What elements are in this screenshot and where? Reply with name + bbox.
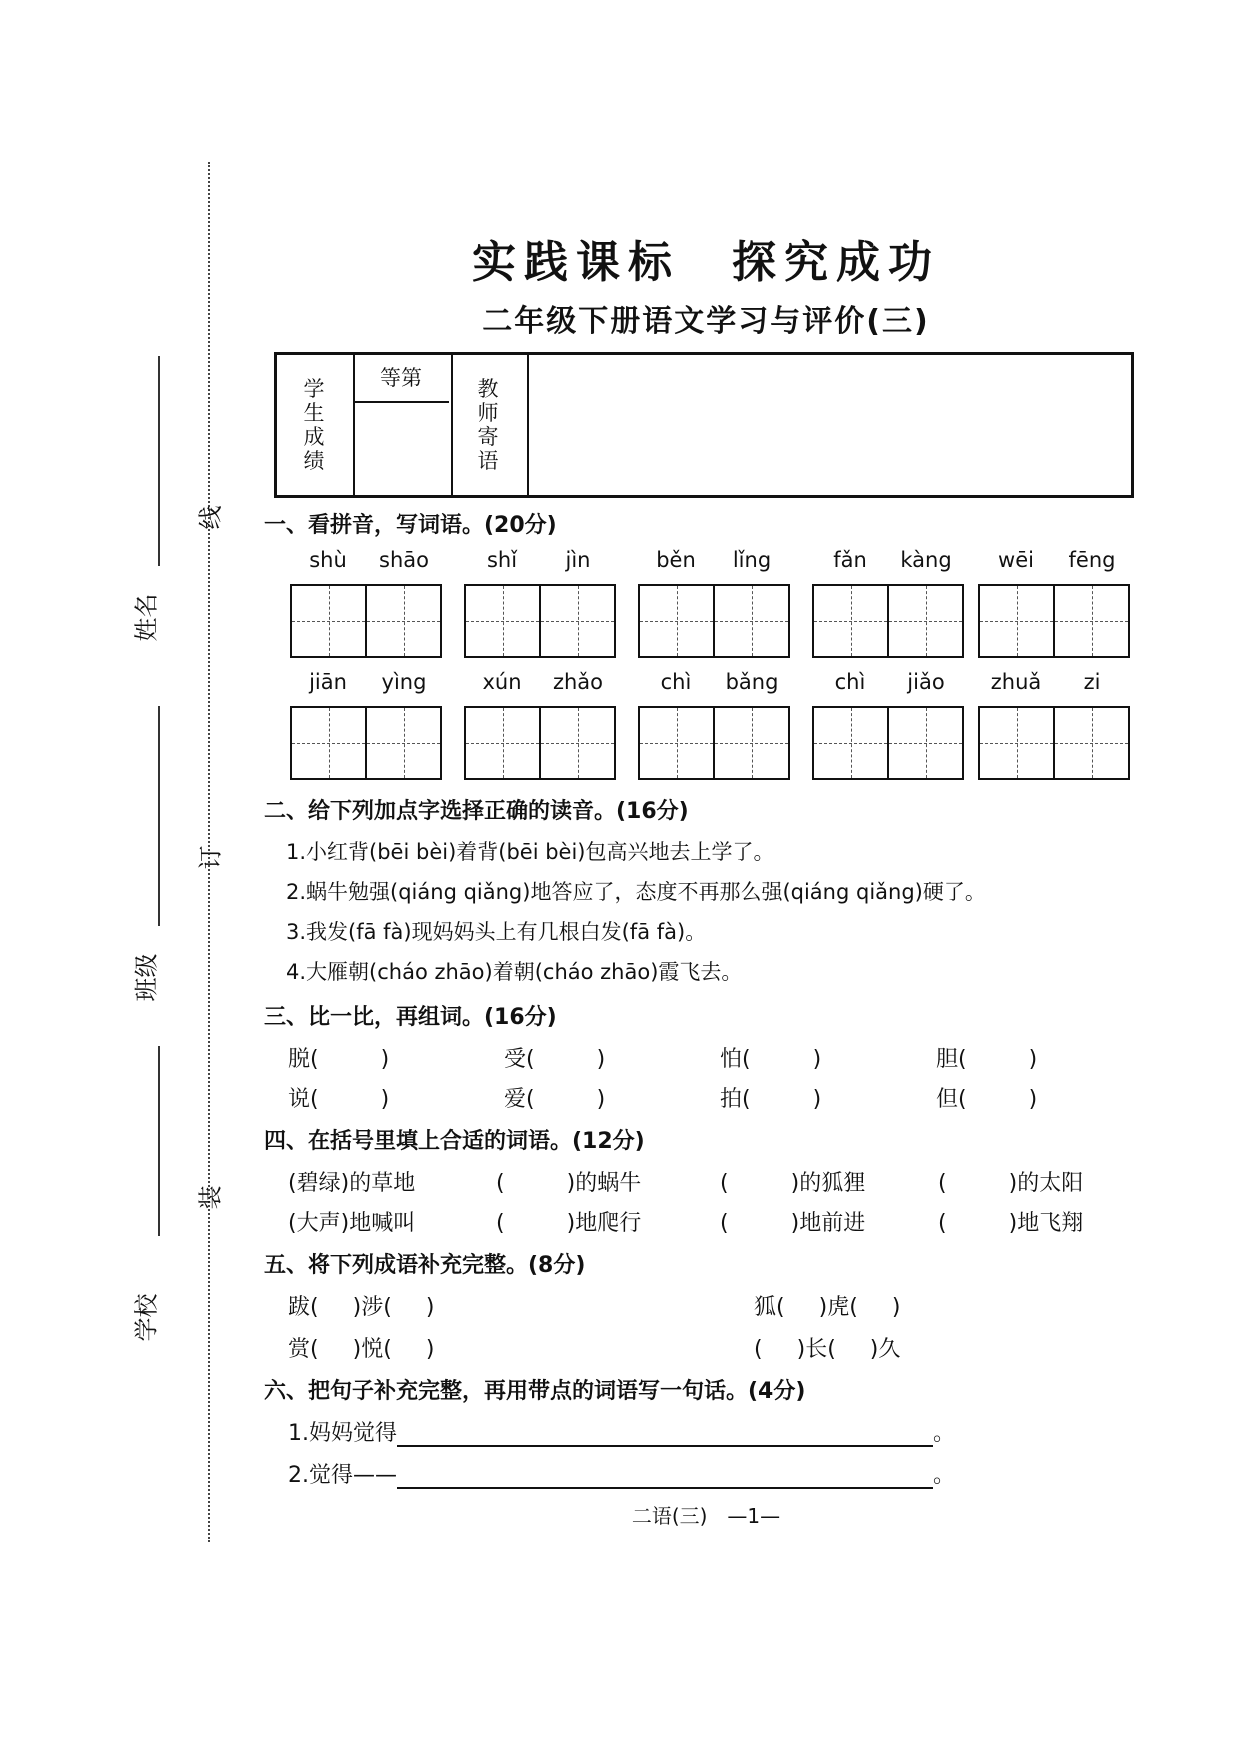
compare-char: 但 xyxy=(936,1087,959,1112)
idiom-item[interactable]: 赏( )悦( ) xyxy=(288,1337,435,1362)
cut-mark-pack: 装 xyxy=(196,1185,225,1210)
section-3-title: 三、比一比，再组词。(16分) xyxy=(264,1005,557,1030)
fill-word-tail: 地爬行 xyxy=(575,1211,642,1236)
student-score-cell xyxy=(277,355,355,495)
class-label: 班级 xyxy=(132,953,161,1002)
pinyin-syllable: zhuǎ xyxy=(990,670,1042,694)
student-score-label: 学生成绩 xyxy=(303,377,325,473)
pinyin-syllable: chì xyxy=(660,670,692,694)
pinyin-syllable: zi xyxy=(1083,670,1101,694)
compare-char: 说 xyxy=(288,1087,311,1112)
pinyin-syllable: shǐ xyxy=(486,548,518,572)
writing-boxes[interactable] xyxy=(464,706,616,780)
idiom-char: 狐 xyxy=(754,1295,777,1320)
compare-word-item[interactable]: 胆( ) xyxy=(936,1047,1038,1072)
idiom-item[interactable]: 跋( )涉( ) xyxy=(288,1295,435,1320)
idiom-char: 长 xyxy=(805,1337,828,1362)
compare-word-item[interactable]: 拍( ) xyxy=(720,1087,822,1112)
pinyin-group xyxy=(638,548,790,658)
page-title: 实践课标 探究成功 xyxy=(472,237,940,288)
pinyin-syllable: shāo xyxy=(379,548,429,572)
fill-word-example: (大声)地喊叫 xyxy=(288,1211,416,1236)
pinyin-syllable: bǎng xyxy=(725,670,779,694)
sentence-item-1[interactable] xyxy=(288,1416,955,1447)
name-underline xyxy=(158,356,160,566)
pinyin-syllable: zhǎo xyxy=(552,670,604,694)
fill-word-example: (碧绿)的草地 xyxy=(288,1171,416,1196)
fill-word-tail: 的狐狸 xyxy=(799,1171,866,1196)
compare-word-item[interactable]: 怕( ) xyxy=(720,1047,822,1072)
compare-word-item[interactable]: 受( ) xyxy=(504,1047,606,1072)
compare-char: 拍 xyxy=(720,1087,743,1112)
pinyin-syllable: kàng xyxy=(900,548,952,572)
teacher-comment-area[interactable] xyxy=(529,355,1131,495)
school-label: 学校 xyxy=(132,1293,161,1342)
fill-word-item[interactable]: ( )的狐狸 xyxy=(720,1171,866,1196)
example-tail: 地喊叫 xyxy=(349,1211,416,1236)
fill-word-tail: 的太阳 xyxy=(1017,1171,1084,1196)
sentence-end: 。 xyxy=(933,1463,956,1488)
sentence-prefix: 2.觉得—— xyxy=(288,1463,397,1488)
pronunciation-question-1[interactable]: 1.小红背(bēi bèi)着背(bēi bèi)包高兴地去上学了。 xyxy=(286,840,775,864)
writing-boxes[interactable] xyxy=(978,706,1130,780)
fill-word-tail: 的蜗牛 xyxy=(575,1171,642,1196)
pinyin-syllable: xún xyxy=(482,670,522,694)
school-underline xyxy=(158,1046,160,1236)
writing-boxes[interactable] xyxy=(978,584,1130,658)
pinyin-group xyxy=(978,670,1130,780)
writing-boxes[interactable] xyxy=(638,706,790,780)
pinyin-syllable: běn xyxy=(656,548,696,572)
writing-boxes[interactable] xyxy=(464,584,616,658)
pinyin-syllable: jiān xyxy=(309,670,347,694)
example-word: 碧绿 xyxy=(296,1171,341,1196)
pinyin-group xyxy=(638,670,790,780)
writing-boxes[interactable] xyxy=(812,584,964,658)
compare-word-item[interactable]: 爱( ) xyxy=(504,1087,606,1112)
idiom-char: 涉 xyxy=(361,1295,384,1320)
writing-boxes[interactable] xyxy=(290,584,442,658)
pinyin-group xyxy=(812,548,964,658)
pronunciation-question-4[interactable]: 4.大雁朝(cháo zhāo)着朝(cháo zhāo)霞飞去。 xyxy=(286,960,743,984)
answer-line[interactable] xyxy=(397,1467,933,1489)
sentence-end: 。 xyxy=(933,1421,956,1446)
pinyin-group xyxy=(812,670,964,780)
sentence-item-2[interactable] xyxy=(288,1458,955,1489)
page-subtitle: 二年级下册语文学习与评价(三) xyxy=(482,304,930,339)
pronunciation-question-2[interactable]: 2.蜗牛勉强(qiáng qiǎng)地答应了，态度不再那么强(qiáng qiǎng)硬了。 xyxy=(286,880,986,904)
grade-label: 等第 xyxy=(353,355,449,403)
name-label: 姓名 xyxy=(132,593,161,642)
page-footer: 二语(三) —1— xyxy=(631,1504,781,1528)
pinyin-group xyxy=(464,670,616,780)
pinyin-syllable: yìng xyxy=(381,670,427,694)
pinyin-syllable: fǎn xyxy=(833,548,867,572)
section-4-title: 四、在括号里填上合适的词语。(12分) xyxy=(264,1129,645,1154)
example-tail: 的草地 xyxy=(349,1171,416,1196)
compare-char: 脱 xyxy=(288,1047,311,1072)
pinyin-syllable: jiǎo xyxy=(907,670,945,694)
pinyin-group xyxy=(978,548,1130,658)
fill-word-item[interactable]: ( )的太阳 xyxy=(938,1171,1084,1196)
pinyin-syllable: fēng xyxy=(1068,548,1116,572)
idiom-item[interactable]: 狐( )虎( ) xyxy=(754,1295,901,1320)
example-word: 大声 xyxy=(296,1211,341,1236)
writing-boxes[interactable] xyxy=(638,584,790,658)
pinyin-syllable: shù xyxy=(309,548,347,572)
compare-char: 受 xyxy=(504,1047,527,1072)
cut-mark-bind: 订 xyxy=(196,845,225,870)
score-table xyxy=(274,352,1134,498)
pinyin-syllable: jìn xyxy=(565,548,591,572)
section-6-title: 六、把句子补充完整，再用带点的词语写一句话。(4分) xyxy=(264,1379,806,1404)
idiom-char: 赏 xyxy=(288,1337,311,1362)
section-2-title: 二、给下列加点字选择正确的读音。(16分) xyxy=(264,799,689,824)
compare-char: 胆 xyxy=(936,1047,959,1072)
pinyin-group xyxy=(290,548,442,658)
fill-word-tail: 地飞翔 xyxy=(1017,1211,1084,1236)
fill-word-tail: 地前进 xyxy=(799,1211,866,1236)
teacher-comment-label: 教师寄语 xyxy=(477,377,499,473)
idiom-char: 悦 xyxy=(361,1337,384,1362)
pinyin-syllable: wēi xyxy=(998,548,1034,572)
answer-line[interactable] xyxy=(397,1425,933,1447)
compare-word-item[interactable]: 脱( ) xyxy=(288,1047,390,1072)
pinyin-syllable: lǐng xyxy=(732,548,772,572)
pronunciation-question-3[interactable]: 3.我发(fā fà)现妈妈头上有几根白发(fā fà)。 xyxy=(286,920,707,944)
fill-word-item[interactable]: ( )地爬行 xyxy=(496,1211,642,1236)
section-1-title: 一、看拼音，写词语。(20分) xyxy=(264,513,557,538)
writing-boxes[interactable] xyxy=(812,706,964,780)
pinyin-group xyxy=(464,548,616,658)
fill-word-item[interactable]: ( )地前进 xyxy=(720,1211,866,1236)
pinyin-group xyxy=(290,670,442,780)
idiom-char: 久 xyxy=(878,1337,901,1362)
compare-char: 怕 xyxy=(720,1047,743,1072)
cut-mark-line: 线 xyxy=(196,505,225,530)
sentence-prefix: 1.妈妈觉得 xyxy=(288,1421,397,1446)
writing-boxes[interactable] xyxy=(290,706,442,780)
idiom-item[interactable]: ( )长( )久 xyxy=(754,1337,901,1362)
class-underline xyxy=(158,706,160,926)
teacher-comment-label-cell xyxy=(451,355,529,495)
pinyin-syllable: chì xyxy=(834,670,866,694)
idiom-char: 虎 xyxy=(827,1295,850,1320)
idiom-char: 跋 xyxy=(288,1295,311,1320)
compare-word-item[interactable]: 说( ) xyxy=(288,1087,390,1112)
compare-word-item[interactable]: 但( ) xyxy=(936,1087,1038,1112)
compare-char: 爱 xyxy=(504,1087,527,1112)
fill-word-item[interactable]: ( )地飞翔 xyxy=(938,1211,1084,1236)
section-5-title: 五、将下列成语补充完整。(8分) xyxy=(264,1253,586,1278)
fill-word-item[interactable]: ( )的蜗牛 xyxy=(496,1171,642,1196)
